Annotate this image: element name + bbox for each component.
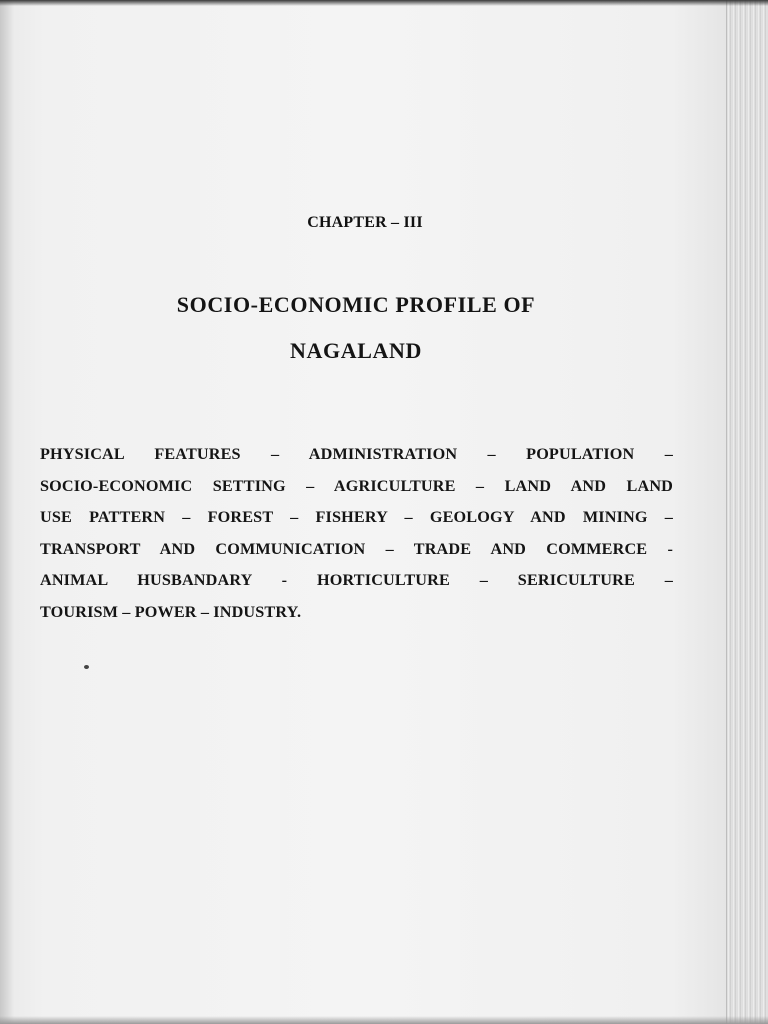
topic-line: USE PATTERN – FOREST – FISHERY – GEOLOGY AND MINING – [40,508,673,526]
topic-line: TOURISM – POWER – INDUSTRY. [40,602,302,621]
chapter-label: CHAPTER – III [307,214,423,231]
chapter-title-line-1: SOCIO-ECONOMIC PROFILE OF [176,292,536,317]
book-page-edges [726,0,768,1024]
bottom-edge-shadow [0,1016,768,1024]
chapter-topics [40,439,673,628]
topic-line: TRANSPORT AND COMMUNICATION – TRADE AND COMMERCE - [40,539,673,558]
chapter-title-line-2: NAGALAND [290,338,422,363]
ink-speck [84,665,89,669]
top-edge-shadow [0,0,768,6]
page-gutter-shadow [0,0,14,1024]
topic-line: SOCIO-ECONOMIC SETTING – AGRICULTURE – LAND AND LAND [40,476,673,495]
topic-line: PHYSICAL FEATURES – ADMINISTRATION – POPULATION – [40,445,673,463]
topic-line: ANIMAL HUSBANDARY - HORTICULTURE – SERICULTURE – [40,571,673,589]
